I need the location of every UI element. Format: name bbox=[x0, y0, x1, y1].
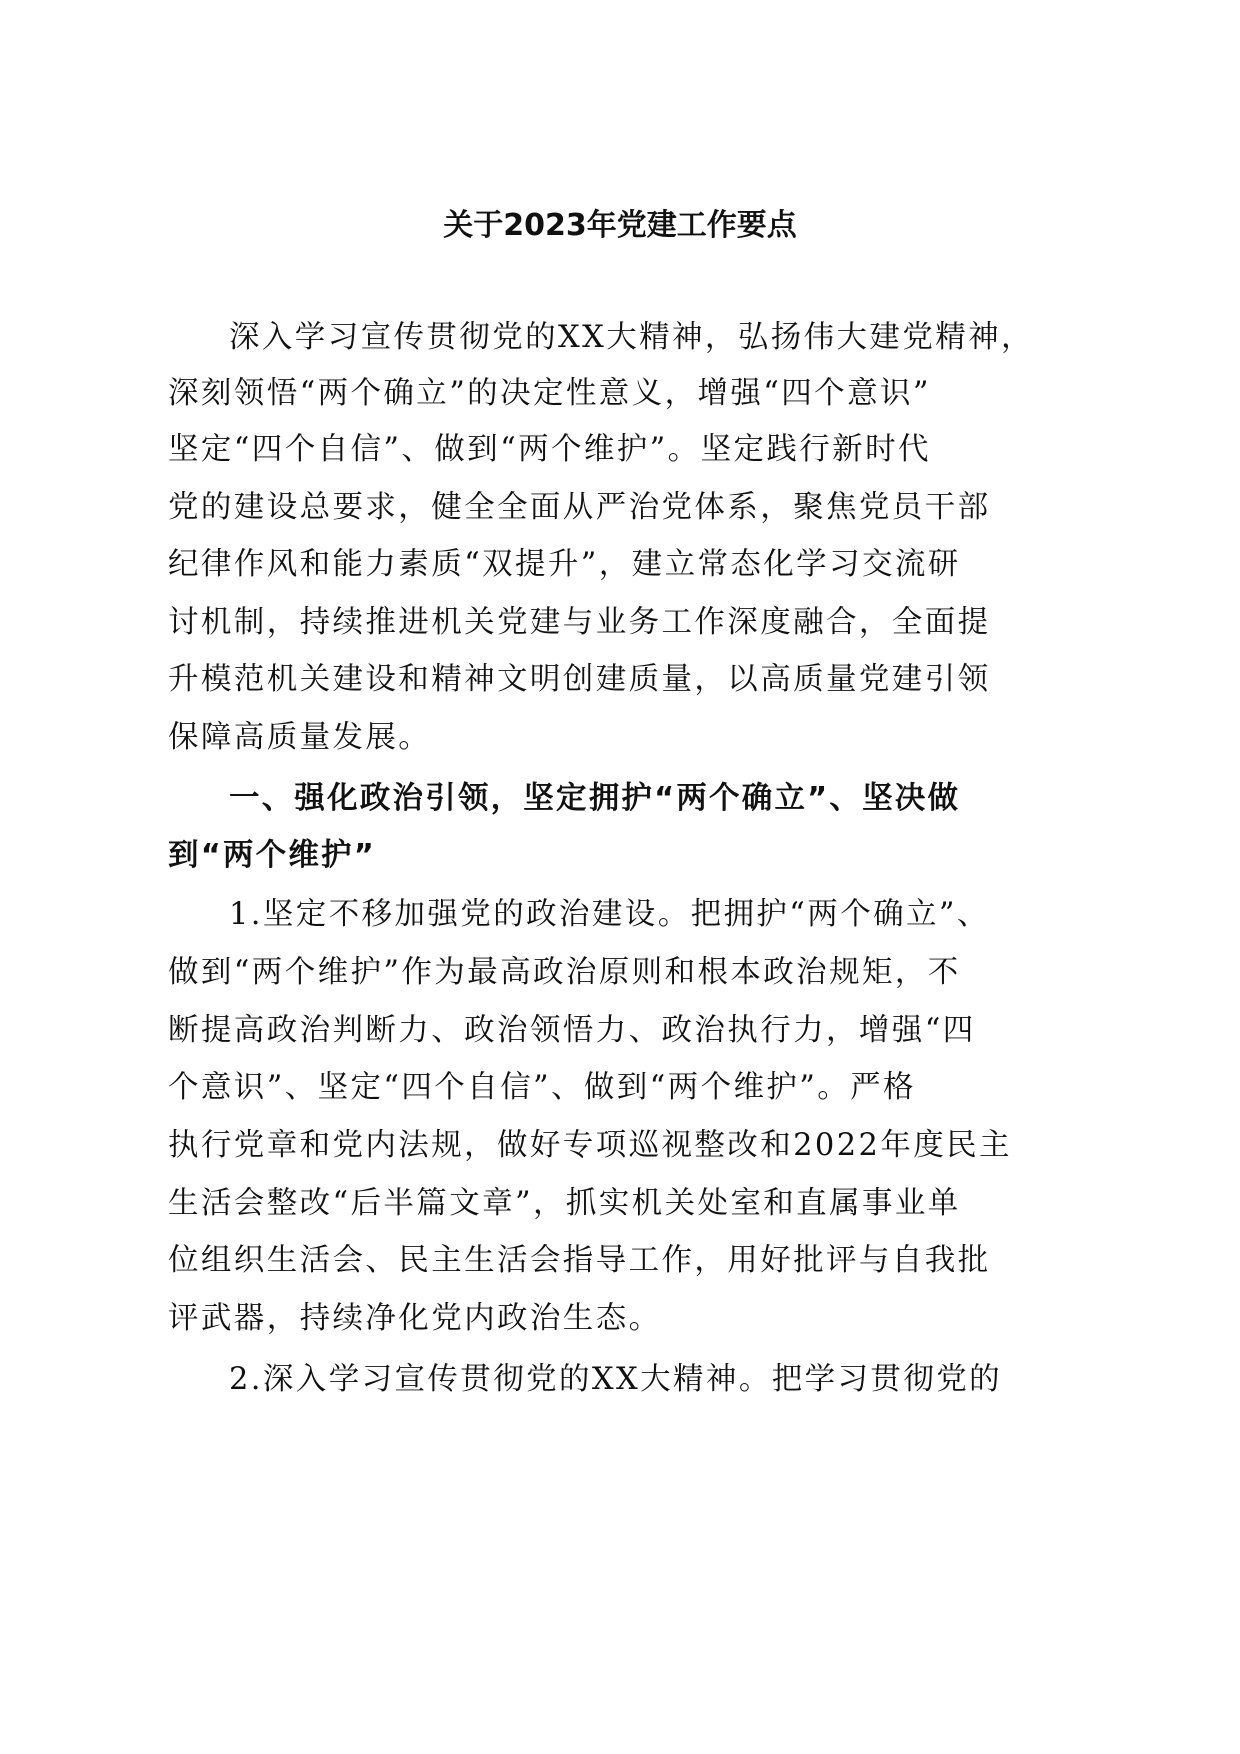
paragraph-line: 升模范机关建设和精神文明创建质量，以高质量党建引领 bbox=[168, 662, 991, 697]
paragraph-line: 坚定“四个自信”、做到“两个维护”。坚定践行新时代 bbox=[168, 432, 931, 467]
paragraph-line: 做到“两个维护”作为最高政治原则和根本政治规矩，不 bbox=[168, 955, 961, 990]
paragraph-line: 生活会整改“后半篇文章”，抓实机关处室和直属事业单 bbox=[168, 1186, 961, 1221]
document-title: 关于2023年党建工作要点 bbox=[443, 208, 797, 243]
paragraph-line: 讨机制，持续推进机关党建与业务工作深度融合，全面提 bbox=[168, 605, 991, 640]
paragraph-line: 位组织生活会、民主生活会指导工作，用好批评与自我批 bbox=[168, 1243, 991, 1278]
paragraph-line: 纪律作风和能力素质“双提升”，建立常态化学习交流研 bbox=[168, 547, 961, 582]
paragraph-line: 断提高政治判断力、政治领悟力、政治执行力，增强“四 bbox=[168, 1013, 976, 1048]
paragraph-line: 2.深入学习宣传贯彻党的XX大精神。把学习贯彻党的 bbox=[229, 1362, 1003, 1397]
section-heading-line: 到“两个维护” bbox=[168, 838, 376, 873]
section-heading-line: 一、强化政治引领，坚定拥护“两个确立”、坚决做 bbox=[229, 781, 961, 816]
paragraph-line: 评武器，持续净化党内政治生态。 bbox=[168, 1301, 662, 1336]
paragraph-line: 保障高质量发展。 bbox=[168, 720, 432, 755]
paragraph-line: 执行党章和党内法规，做好专项巡视整改和2022年度民主 bbox=[168, 1128, 1012, 1163]
paragraph-line: 深刻领悟“两个确立”的决定性意义，增强“四个意识” bbox=[168, 376, 931, 411]
paragraph-line: 党的建设总要求，健全全面从严治党体系，聚焦党员干部 bbox=[168, 490, 991, 525]
paragraph-line: 1.坚定不移加强党的政治建设。把拥护“两个确立”、 bbox=[229, 897, 990, 932]
paragraph-line: 个意识”、坚定“四个自信”、做到“两个维护”。严格 bbox=[168, 1070, 916, 1105]
paragraph-line: 深入学习宣传贯彻党的XX大精神，弘扬伟大建党精神， bbox=[229, 320, 1034, 355]
